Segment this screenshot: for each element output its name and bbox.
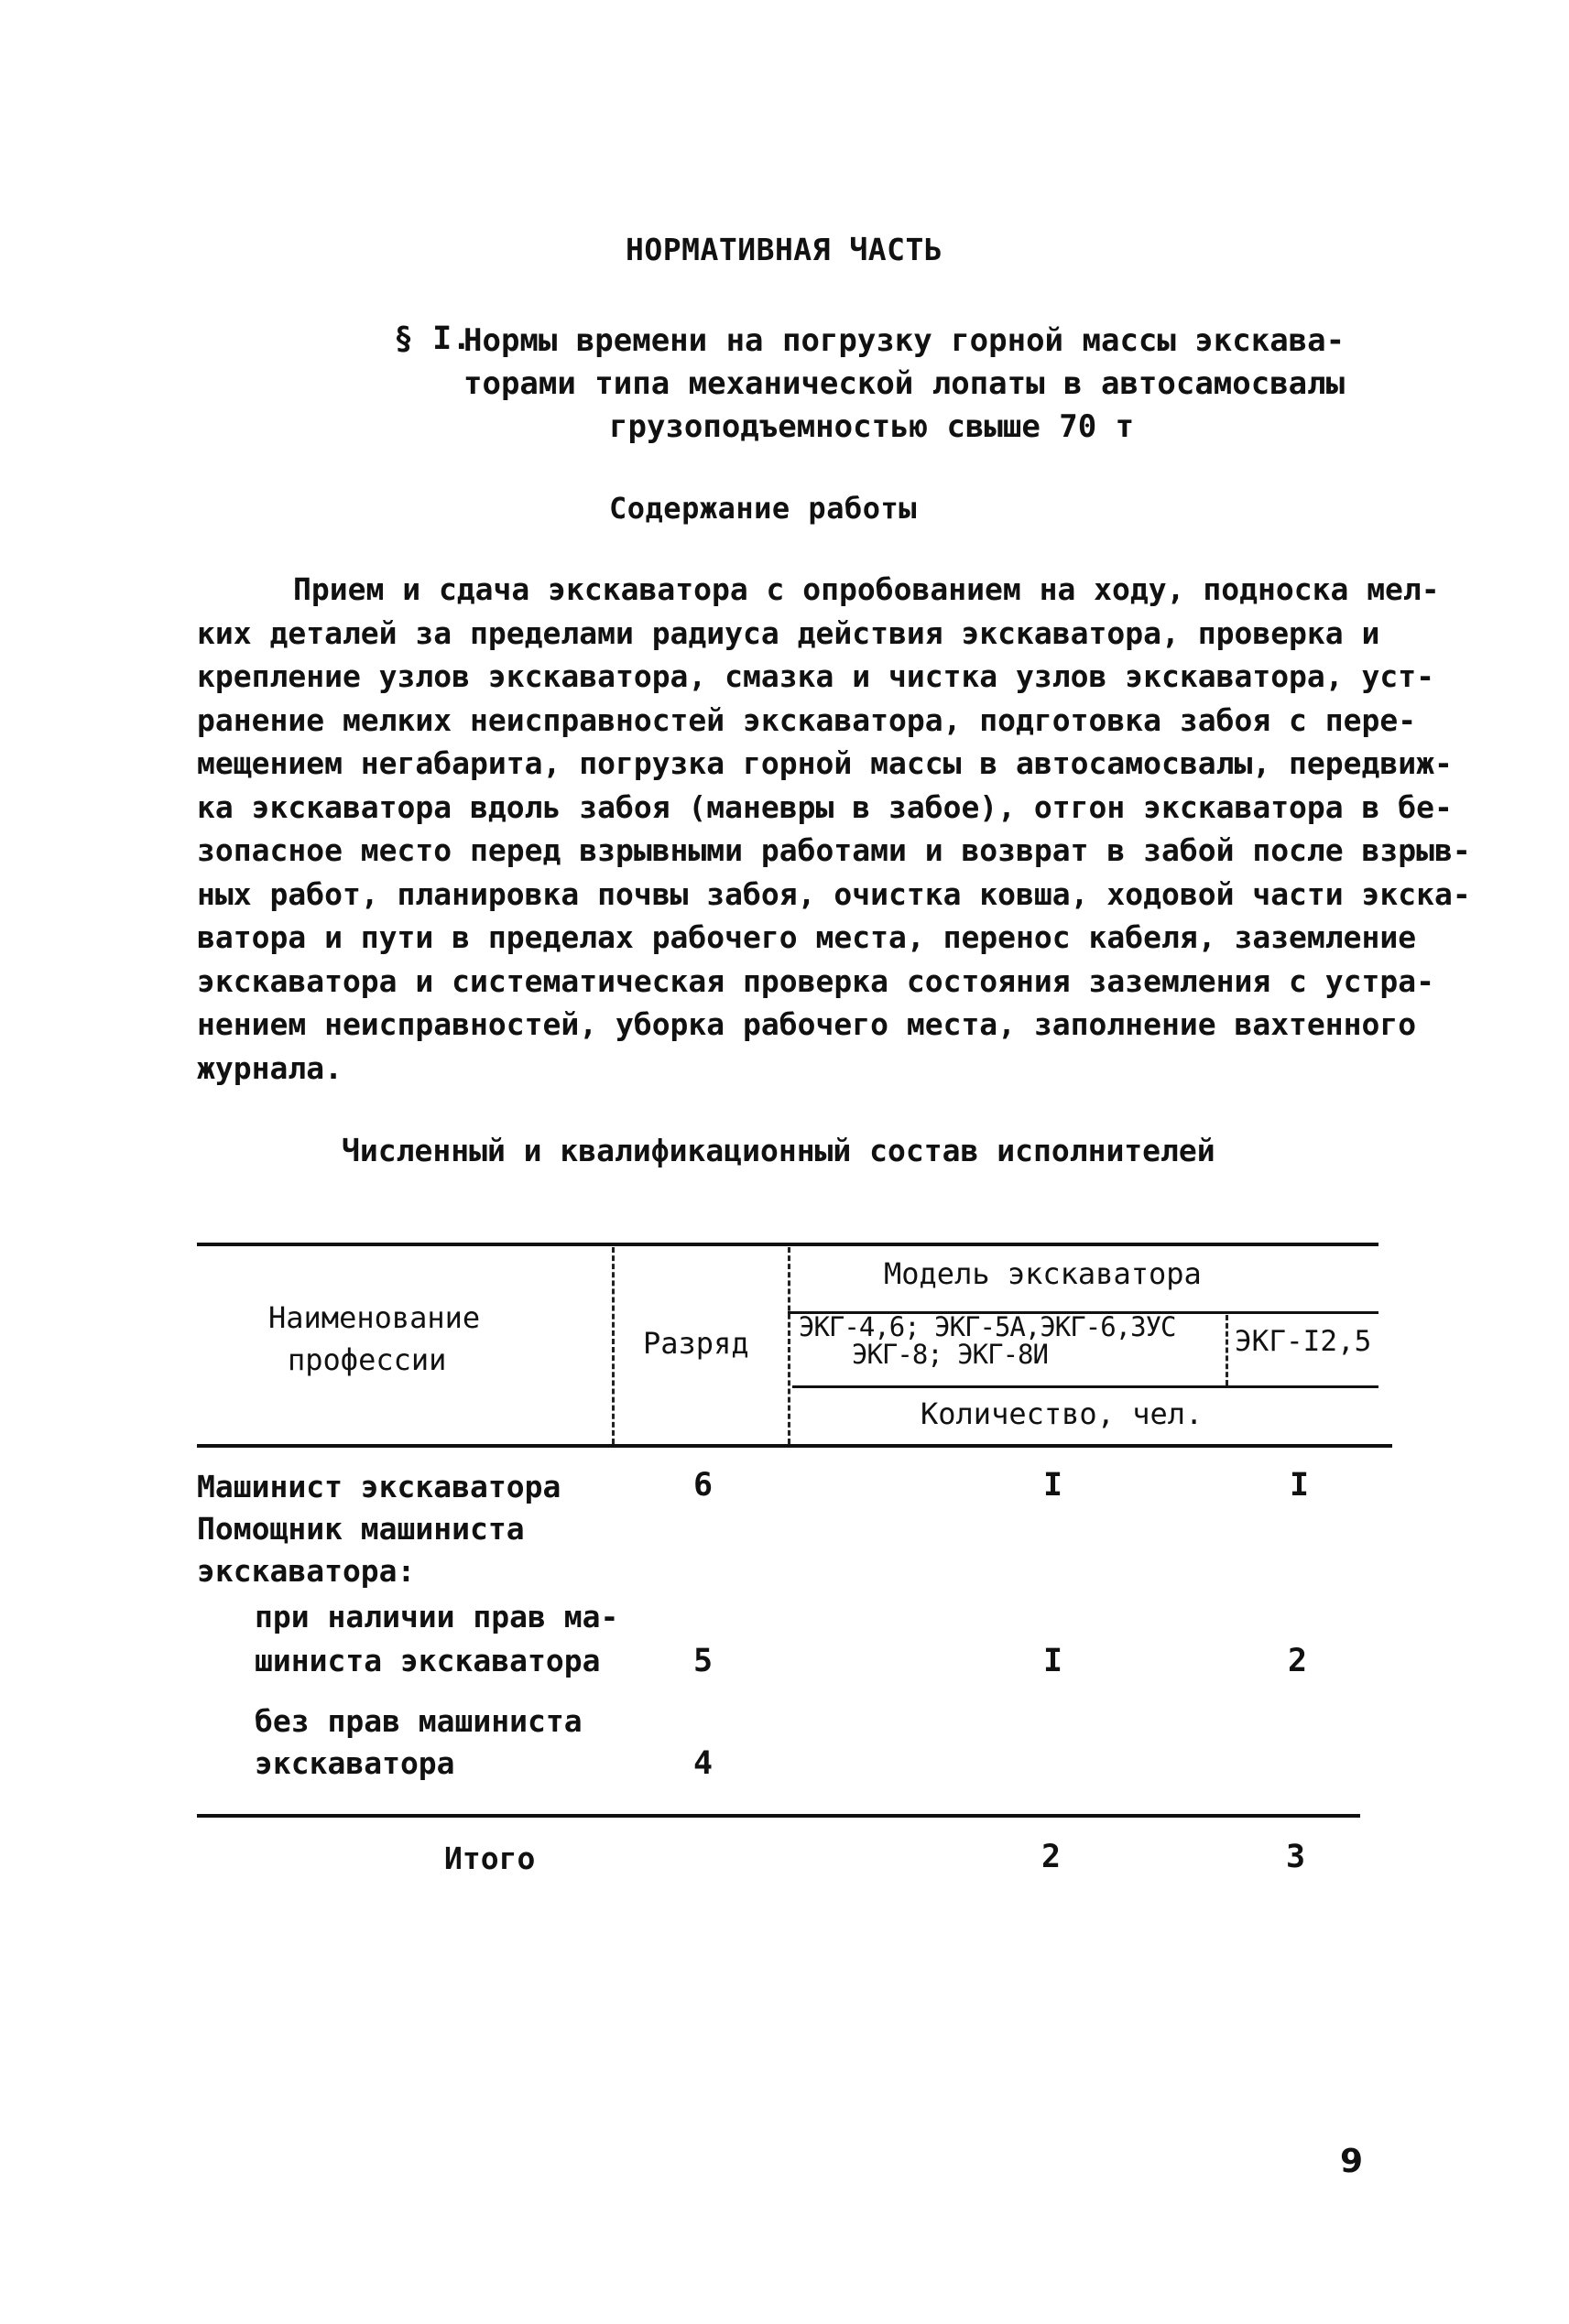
subheading: Содержание работы <box>609 491 918 526</box>
paragraph-line: крепление узлов экскаватора, смазка и чистка узлов экскаватора, уст- <box>197 658 1435 694</box>
paragraph-line: ких деталей за пределами радиуса действия экскаватора, проверка и <box>197 614 1380 651</box>
page-title: НОРМАТИВНАЯ ЧАСТЬ <box>626 232 943 267</box>
paragraph-line: ка экскаватора вдоль забоя (маневры в забое), отгон экскаватора в бе- <box>197 788 1453 825</box>
quantity-header-rule <box>792 1385 1378 1388</box>
table-caption: Численный и квалификационный состав исполнителей <box>342 1133 1215 1168</box>
table-total-rule <box>197 1814 1360 1818</box>
table-row-name: без прав машиниста <box>255 1703 583 1739</box>
grade-header: Разряд <box>643 1326 749 1361</box>
model-group-header: Модель экскаватора <box>884 1256 1202 1291</box>
table-row-name: Машинист экскаватора <box>197 1469 561 1504</box>
table-row-qty-a: I <box>1043 1467 1063 1504</box>
section-title-line: торами типа механической лопаты в автосамосвалы <box>463 365 1346 402</box>
paragraph-line: ватора и пути в пределах рабочего места, перенос кабеля, заземление <box>197 919 1417 955</box>
table-row-qty-b: 2 <box>1288 1643 1308 1679</box>
paragraph-line: экскаватора и систематическая проверка состояния заземления с устра- <box>197 962 1435 999</box>
total-qty-b: 3 <box>1286 1839 1306 1875</box>
table-row-name: экскаватора <box>255 1745 455 1781</box>
table-row-grade: 5 <box>693 1643 714 1679</box>
section-title-line: Нормы времени на погрузку горной массы экскава- <box>463 322 1346 359</box>
table-header-bottom-rule <box>197 1444 1392 1448</box>
total-label: Итого <box>444 1841 536 1876</box>
table-row-name: экскаватора: <box>197 1553 416 1589</box>
column-divider <box>788 1247 790 1444</box>
paragraph-line: Прием и сдача экскаватора с опробованием на ходу, подноска мел- <box>293 571 1440 607</box>
model-a-header: ЭКГ-8; ЭКГ-8И <box>852 1339 1048 1370</box>
paragraph-line: ранение мелких неисправностей экскаватора, подготовка забоя с пере- <box>197 701 1417 738</box>
page-number: 9 <box>1340 2143 1364 2180</box>
section-title-line: грузоподъемностью свыше 70 т <box>609 408 1135 445</box>
table-row-name: при наличии прав ма- <box>255 1599 619 1634</box>
total-qty-a: 2 <box>1041 1839 1062 1875</box>
work-content-paragraph <box>197 568 1471 1090</box>
profession-header: Наименование <box>268 1300 481 1335</box>
table-row-qty-a: I <box>1043 1643 1063 1679</box>
section-number: § I. <box>394 320 472 357</box>
profession-header: профессии <box>288 1342 447 1377</box>
paragraph-line: зопасное место перед взрывными работами и возврат в забой после взрыв- <box>197 832 1471 868</box>
table-row-name: Помощник машиниста <box>197 1511 525 1547</box>
model-a-header: ЭКГ-4,6; ЭКГ-5А,ЭКГ-6,3УС <box>799 1311 1176 1342</box>
paragraph-line: мещением негабарита, погрузка горной массы в автосамосвалы, передвиж- <box>197 745 1453 781</box>
model-b-header: ЭКГ-I2,5 <box>1235 1325 1372 1358</box>
paragraph-line: журнала. <box>197 1049 343 1086</box>
column-divider <box>1226 1315 1228 1385</box>
paragraph-line: нением неисправностей, уборка рабочего места, заполнение вахтенного <box>197 1006 1417 1042</box>
table-row-name: шиниста экскаватора <box>255 1643 601 1678</box>
table-row-grade: 6 <box>693 1467 714 1504</box>
paragraph-line: ных работ, планировка почвы забоя, очистка ковша, ходовой части экска- <box>197 875 1471 912</box>
table-top-rule <box>197 1243 1378 1246</box>
table-row-grade: 4 <box>693 1745 714 1782</box>
column-divider <box>612 1247 615 1444</box>
quantity-header: Количество, чел. <box>921 1396 1204 1431</box>
table-row-qty-b: I <box>1290 1467 1310 1504</box>
